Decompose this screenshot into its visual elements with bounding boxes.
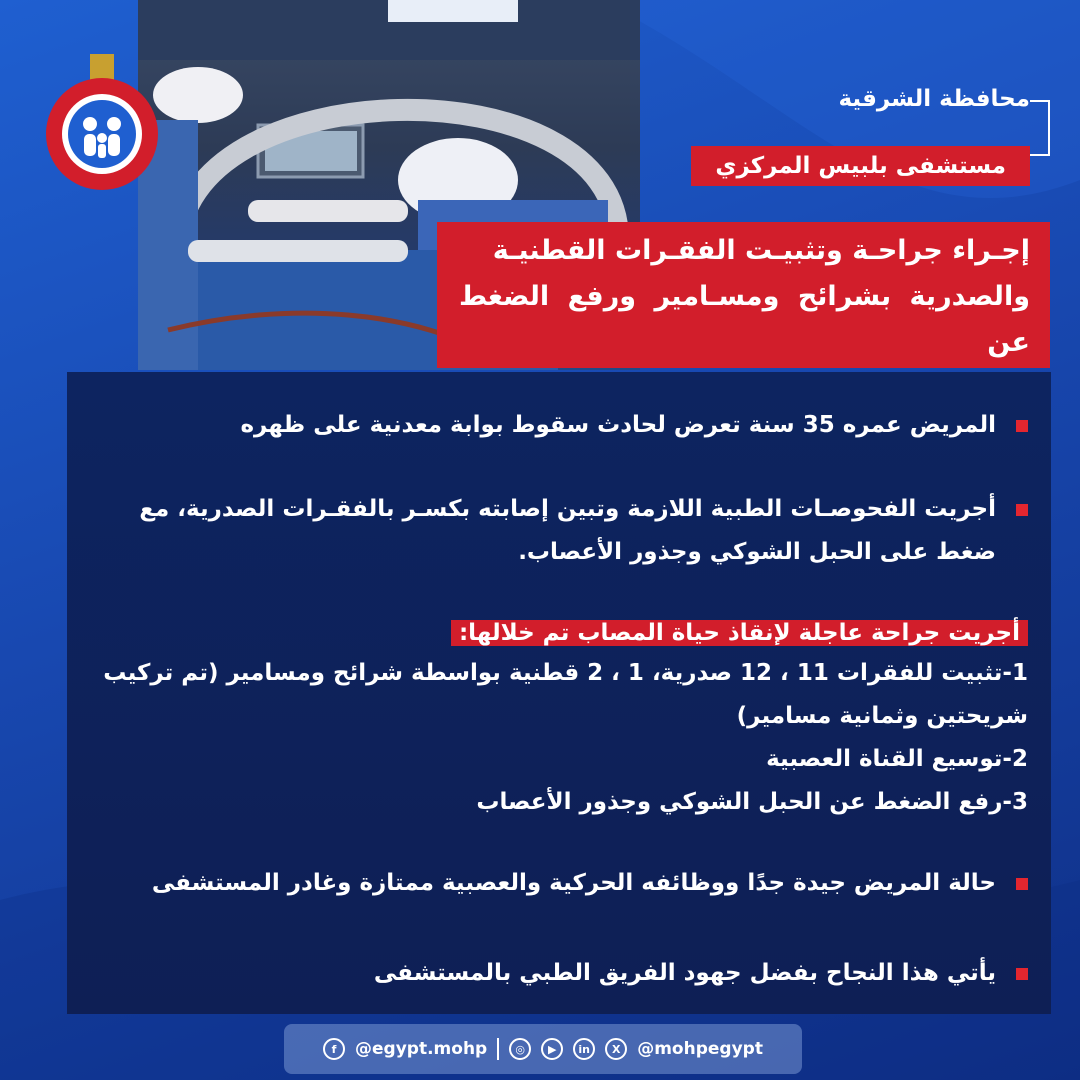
location-bracket: [1030, 100, 1050, 156]
bullet-condition: حالة المريض جيدة جدًا ووظائفه الحركية والعصبية ممتازة وغادر المستشفى: [152, 862, 1028, 905]
instagram-icon[interactable]: ◎: [509, 1038, 531, 1060]
social-handle[interactable]: @mohpegypt: [637, 1039, 763, 1059]
headline-line-2: والصدرية بشرائح ومسـامير ورفع الضغط عن: [459, 281, 1030, 358]
bullet-team-effort: يأتي هذا النجاح بفضل جهود الفريق الطبي بالمستشفى: [374, 952, 1028, 995]
step-3: 3-رفع الضغط عن الحبل الشوكي وجذور الأعصاب: [476, 789, 1028, 815]
headline-box: [437, 222, 1050, 368]
social-footer: [284, 1024, 802, 1074]
footer-divider: [497, 1038, 499, 1060]
step-1-cont: شريحتين وثمانية مسامير): [736, 703, 1028, 729]
hospital-label: مستشفى بلبيس المركزي: [691, 146, 1030, 186]
x-icon[interactable]: X: [605, 1038, 627, 1060]
step-1: 1-تثبيت للفقرات 11 ، 12 صدرية، 1 ، 2 قطنية بواسطة شرائح ومسامير (تم تركيب: [103, 660, 1028, 686]
bullet-examinations: أجريت الفحوصـات الطبية اللازمة وتبين إصابته بكسـر بالفقـرات الصدرية، مع ضغط على الحبل الشوكي وجذور الأعصاب.: [56, 488, 1028, 574]
bullet-patient-age: المريض عمره 35 سنة تعرض لحادث سقوط بوابة معدنية على ظهره: [240, 404, 1028, 447]
ministry-logo: [42, 52, 162, 192]
governorate-label: محافظة الشرقية: [838, 86, 1030, 112]
facebook-icon[interactable]: f: [323, 1038, 345, 1060]
facebook-handle[interactable]: @egypt.mohp: [355, 1039, 488, 1059]
surgery-heading: أجريت جراحة عاجلة لإنقاذ حياة المصاب تم خلالها:: [451, 612, 1028, 655]
linkedin-icon[interactable]: in: [573, 1038, 595, 1060]
youtube-icon[interactable]: ▶: [541, 1038, 563, 1060]
step-2: 2-توسيع القناة العصبية: [766, 746, 1028, 772]
headline-line-1: إجـراء جراحـة وتثبيـت الفقـرات القطنيـة: [492, 235, 1030, 266]
surgery-steps: [88, 652, 1028, 824]
